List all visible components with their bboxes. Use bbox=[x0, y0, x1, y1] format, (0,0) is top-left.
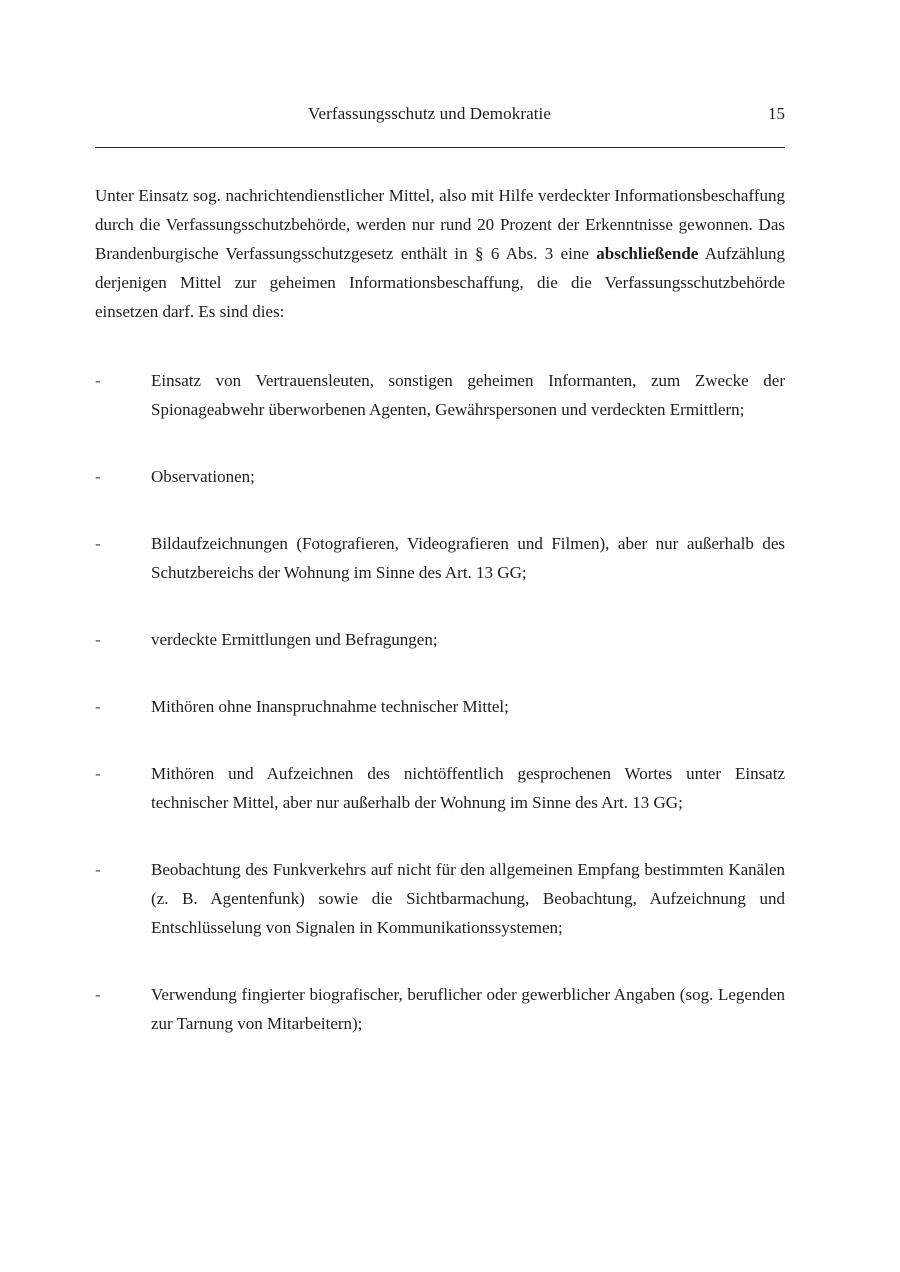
list-bullet: - bbox=[95, 764, 101, 783]
list-item bbox=[95, 980, 785, 1038]
list-item bbox=[95, 529, 785, 587]
list-item bbox=[95, 855, 785, 942]
list-item-text: Einsatz von Vertrauensleuten, sonstigen geheimen Informanten, zum Zwecke der Spionageabwehr überworbenen Agenten, Gewährspersonen und verdeckten Ermittlern; bbox=[151, 371, 785, 419]
list-item bbox=[95, 759, 785, 817]
list-bullet: - bbox=[95, 697, 101, 716]
header-rule bbox=[95, 147, 785, 148]
list-item bbox=[95, 462, 785, 491]
list-bullet: - bbox=[95, 985, 101, 1004]
intro-text-after: Aufzählung derjenigen Mittel zur geheimen Informationsbeschaffung, die die Verfassungsschutzbehörde einsetzen darf. Es sind dies: bbox=[95, 244, 786, 321]
running-header bbox=[95, 104, 785, 130]
intro-paragraph bbox=[95, 181, 785, 326]
intro-emphasis: abschließende bbox=[596, 244, 699, 263]
list-bullet: - bbox=[95, 371, 101, 390]
running-header-title: Verfassungsschutz und Demokratie bbox=[308, 104, 552, 123]
list-bullet: - bbox=[95, 630, 101, 649]
list-item bbox=[95, 625, 785, 654]
list-item-text: verdeckte Ermittlungen und Befragungen; bbox=[151, 630, 438, 649]
list-bullet: - bbox=[95, 467, 101, 486]
list-item-text: Beobachtung des Funkverkehrs auf nicht für den allgemeinen Empfang bestimmten Kanälen (z. B. Agentenfunk) sowie die Sichtbarmachung, Beobachtung, Aufzeichnung und Entschlüsselung von Signalen in Kommunikationssystemen; bbox=[151, 860, 785, 937]
list-item-text: Verwendung fingierter biografischer, beruflicher oder gewerblicher Angaben (sog. Legenden zur Tarnung von Mitarbeitern); bbox=[151, 985, 785, 1033]
intro-text-before: Unter Einsatz sog. nachrichtendienstlicher Mittel, also mit Hilfe verdeckter Informationsbeschaffung durch die Verfassungsschutzbehörde, werden nur rund 20 Prozent der Erkenntnisse gewonnen. Das Brandenburgische Verfassungsschutzgesetz enthält in § 6 Abs. 3 eine bbox=[95, 186, 785, 263]
list-bullet: - bbox=[95, 534, 101, 553]
list-item-text: Mithören ohne Inanspruchnahme technischer Mittel; bbox=[151, 697, 509, 716]
list-item-text: Observationen; bbox=[151, 467, 255, 486]
page-number: 15 bbox=[768, 104, 785, 123]
list-item bbox=[95, 366, 785, 424]
list-item-text: Mithören und Aufzeichnen des nichtöffentlich gesprochenen Wortes unter Einsatz technischer Mittel, aber nur außerhalb der Wohnung im Sinne des Art. 13 GG; bbox=[151, 764, 785, 812]
list-bullet: - bbox=[95, 860, 101, 879]
list-item-text: Bildaufzeichnungen (Fotografieren, Videografieren und Filmen), aber nur außerhalb des Schutzbereichs der Wohnung im Sinne des Art. 13 GG; bbox=[151, 534, 785, 582]
means-list bbox=[95, 366, 785, 1076]
list-item bbox=[95, 692, 785, 721]
